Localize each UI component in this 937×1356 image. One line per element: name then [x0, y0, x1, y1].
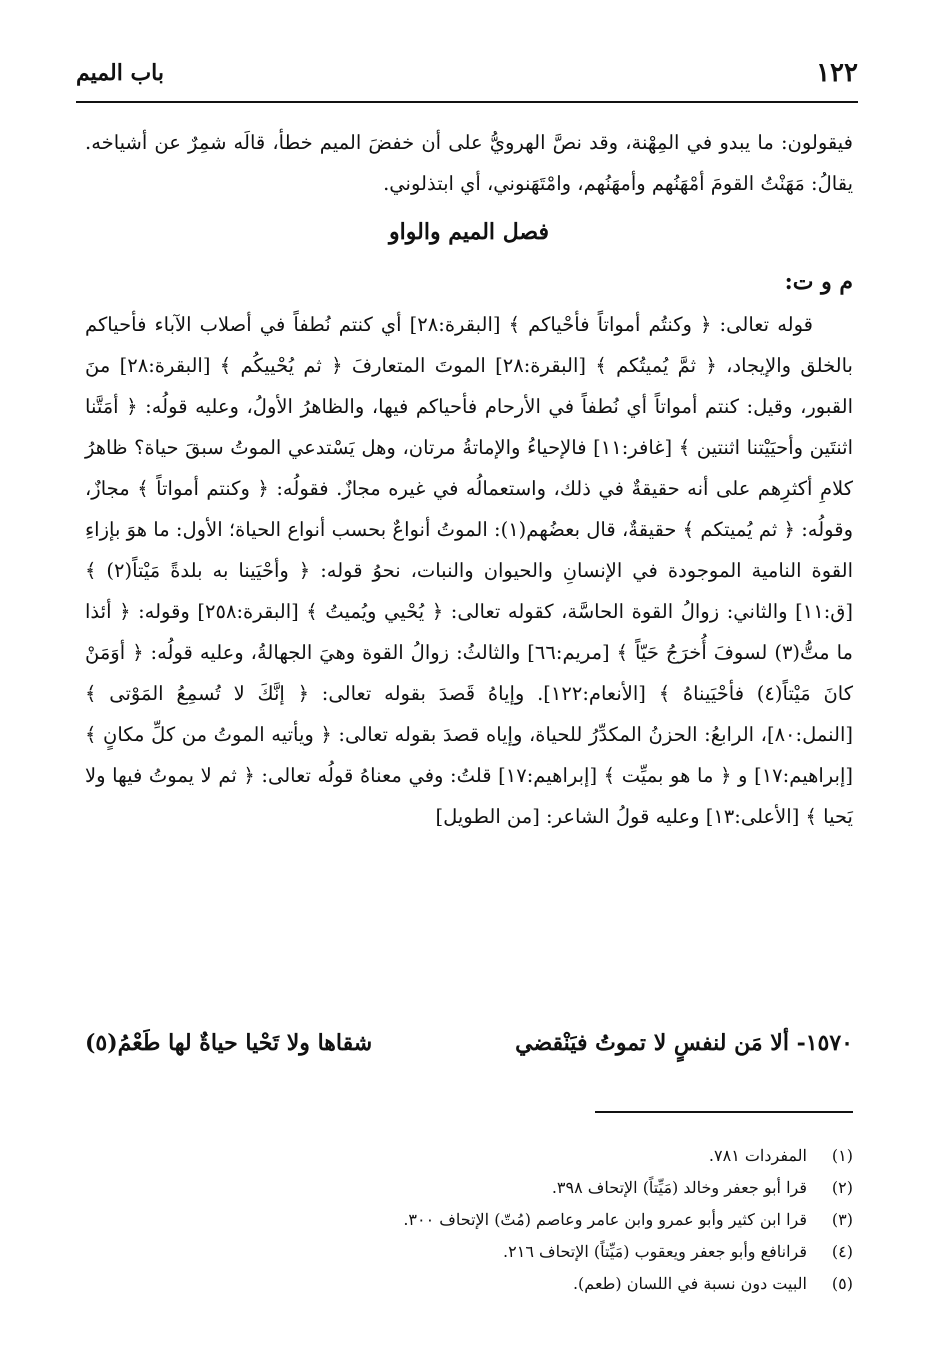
poetry-verse: [85, 1030, 853, 1074]
footnote-number: (٥): [831, 1274, 853, 1293]
footnote-text: قرانافع وأبو جعفر ويعقوب (مَيِّتاً) الإتحاف ٢١٦.: [503, 1242, 807, 1261]
footnote-divider: [595, 1111, 853, 1113]
footnote: [85, 1236, 853, 1268]
verse-first-hemistich: ١٥٧٠- ألا مَن لنفسٍ لا تموتُ فيَنْقضي: [515, 1030, 853, 1056]
page-header: [76, 58, 858, 94]
verse-second-hemistich: شقاها ولا تَحْيا حياةٌ لها طَعْمُ(٥): [85, 1030, 373, 1056]
paragraph-intro: فيقولون: ما يبدو في المِهْنة، وقد نصَّ الهرويُّ على أن خفضَ الميم خطأ، قالَه شمِرٌ عن أشياخه. يقالُ: مَهَنْتُ القومَ أمْهَنُهم وأمهَنُهم، وامْتَهَنوني، أي ابتذلوني.: [85, 131, 853, 195]
footnote-number: (١): [831, 1146, 853, 1165]
footnote: [85, 1172, 853, 1204]
paragraph-entry: قوله تعالى: ﴿ وكنتُم أمواتاً فأحْياكم ﴾ [البقرة:٢٨] أي كنتم نُطفاً في أصلاب الآباء فأحياكم بالخلق والإيجاد، ﴿ ثمَّ يُميتُكم ﴾ [البقرة:٢٨] الموتَ المتعارفَ ﴿ ثم يُحْييكُم ﴾ [البقرة:٢٨] منَ القبور، وقيل: كنتم أمواتاً أي نُطفاً في الأرحام فأحياكم فيها، والظاهرُ الأولُ، وعليه قولُه: ﴿ أمَتَّنا اثنتَين وأحيَيْتنا اثنتين ﴾ [غافر:١١] فالإحياءُ والإماتةُ مرتان، وهل يَسْتدعي الموتُ سبقَ حياة؟ ظاهرُ كلامِ أكثرِهم على أنه حقيقةٌ في ذلك، واستعمالُه في غيره مجازٌ. فقولُه: ﴿ وكنتم أمواتاً ﴾ مجازٌ، وقولُه: ﴿ ثم يُميتكم ﴾ حقيقةٌ، قال بعضُهم(١): الموتُ أنواعٌ بحسب أنواع الحياة؛ الأول: ما هوَ بإزاءِ القوة النامية الموجودة في الإنسانِ والحيوان والنبات، نحوُ قوله: ﴿ وأحْيَينا به بلدةً مَيْتاً(٢) ﴾ [ق:١١] والثاني: زوالُ القوة الحاسَّة، كقوله تعالى: ﴿ يُحْيي ويُميتُ ﴾ [البقرة:٢٥٨] وقوله: ﴿ أئذا ما متُّ(٣) لسوفَ أُخرَجُ حَيّاً ﴾ [مريم:٦٦] والثالثُ: زوالُ القوة وهيَ الجهالةُ، وعليه قولُه: ﴿ أوَمَنْ كانَ مَيْتاً(٤) فأحْيَيناهُ ﴾ [الأنعام:١٢٢]. وإياهُ قَصدَ بقوله تعالى: ﴿ إنَّكَ لا تُسمِعُ المَوْتى ﴾ [النمل:٨٠]، الرابعُ: الحزنُ المكدِّرُ للحياة، وإياه قصدَ بقوله تعالى: ﴿ ويأتيه الموتُ من كلِّ مكانٍ ﴾ [إبراهيم:١٧] و ﴿ ما هو بميِّت ﴾ [إبراهيم:١٧] قلتُ: وفي معناهُ قولُه تعالى: ﴿ ثم لا يموتُ فيها ولا يَحيا ﴾ [الأعلى:١٣] وعليه قولُ الشاعر: [من الطويل]: [85, 313, 854, 828]
footnote-text: البيت دون نسبة في اللسان (طعم).: [572, 1274, 807, 1293]
footnote-text: المفردات ٧٨١.: [708, 1146, 807, 1165]
footnotes: [85, 1140, 853, 1300]
footnote-number: (٤): [831, 1242, 853, 1261]
root-entry: م و ت:: [784, 269, 853, 295]
footnote: [85, 1204, 853, 1236]
page-number: ١٢٢: [816, 58, 858, 88]
footnote: [85, 1140, 853, 1172]
footnote-number: (٢): [831, 1178, 853, 1197]
header-divider: [76, 101, 858, 103]
section-title: فصل الميم والواو: [389, 219, 549, 245]
footnote-number: (٣): [831, 1210, 853, 1229]
main-text: [85, 122, 853, 837]
footnote: [85, 1268, 853, 1300]
footnote-text: قرا أبو جعفر وخالد (مَيِّتاً) الإتحاف ٣٩٨.: [551, 1178, 807, 1197]
chapter-title: باب الميم: [76, 60, 165, 86]
footnote-text: قرا ابن كثير وأبو عمرو وابن عامر وعاصم (مُتّ) الإتحاف ٣٠٠.: [403, 1210, 807, 1229]
